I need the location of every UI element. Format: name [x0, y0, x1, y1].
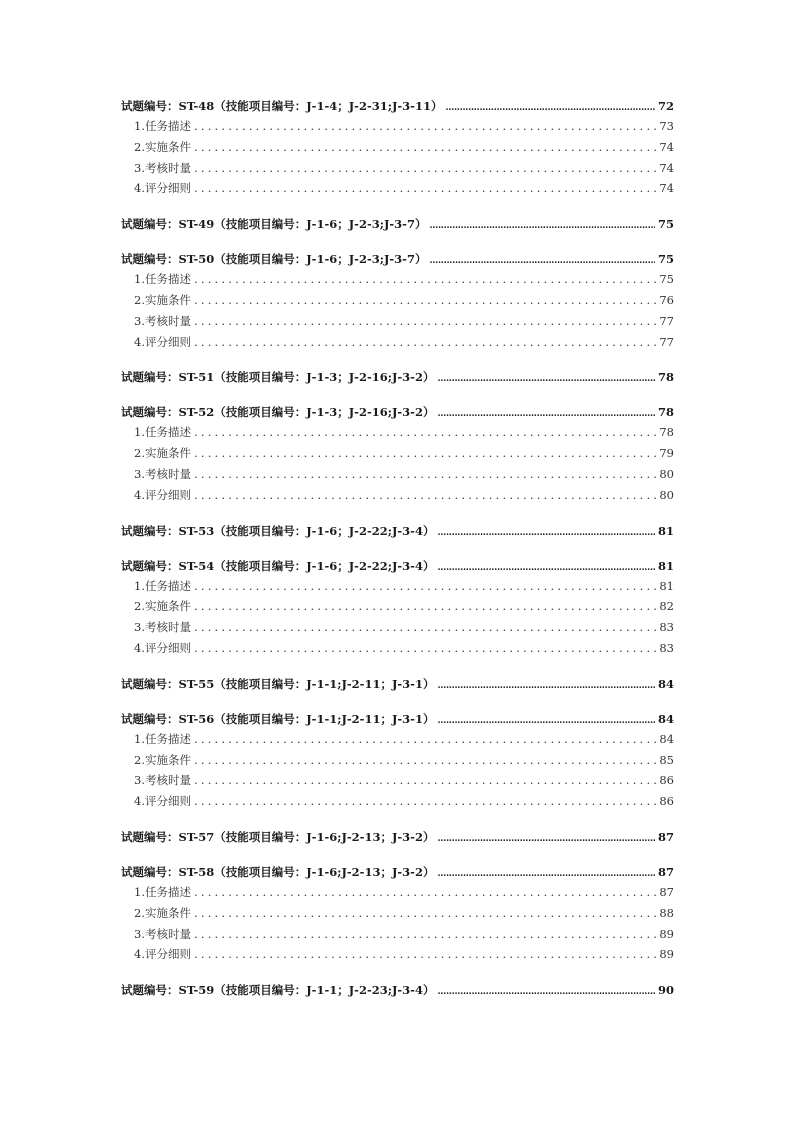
- toc-subsection-entry[interactable]: [121, 485, 674, 506]
- toc-entry-label: 3.考核时量: [134, 620, 191, 635]
- toc-entry-label: 4.评分细则: [134, 947, 191, 962]
- toc-section-entry[interactable]: [121, 96, 674, 116]
- page-number: 77: [659, 313, 674, 328]
- toc-section-entry[interactable]: [121, 367, 674, 387]
- toc-entry-label: 4.评分细则: [134, 487, 191, 502]
- dot-leader: [194, 729, 656, 750]
- page-number: 76: [659, 292, 674, 307]
- page-number: 74: [659, 139, 674, 154]
- page-number: 78: [657, 405, 674, 420]
- dot-leader: [437, 711, 655, 731]
- page-number: 72: [657, 99, 674, 113]
- toc-entry-label: 试题编号：ST-50（技能项目编号：J-1-6；J-2-3;J-3-7）: [121, 252, 427, 267]
- dot-leader: [437, 982, 655, 1002]
- page-number: 80: [659, 466, 674, 481]
- page-number: 88: [659, 905, 674, 920]
- dot-leader: [194, 443, 656, 464]
- page-number: 89: [659, 926, 674, 941]
- toc-entry-label: 3.考核时量: [134, 313, 191, 328]
- toc-entry-label: 2.实施条件: [134, 446, 191, 461]
- toc-entry-label: 1.任务描述: [134, 425, 191, 440]
- dot-leader: [437, 558, 655, 578]
- dot-leader: [194, 596, 656, 617]
- toc-section-entry[interactable]: [121, 556, 674, 576]
- page-number: 90: [657, 983, 674, 998]
- dot-leader: [194, 791, 656, 812]
- toc-subsection-entry[interactable]: [121, 944, 674, 965]
- toc-entry-label: 2.实施条件: [134, 905, 191, 920]
- dot-leader: [194, 903, 656, 924]
- toc-entry-label: 试题编号：ST-54（技能项目编号：J-1-6；J-2-22;J-3-4）: [121, 558, 435, 573]
- page-number: 78: [659, 425, 674, 440]
- page-number: 85: [659, 752, 674, 767]
- toc-entry-label: 3.考核时量: [134, 160, 191, 175]
- toc-entry-label: 试题编号：ST-48（技能项目编号：J-1-4；J-2-31;J-3-11）: [121, 99, 443, 113]
- toc-entry-label: 3.考核时量: [134, 926, 191, 941]
- page-number: 84: [657, 676, 674, 691]
- toc-section-entry[interactable]: [121, 827, 674, 847]
- toc-entry-label: 1.任务描述: [134, 119, 191, 133]
- toc-subsection-entry[interactable]: [121, 903, 674, 924]
- toc-entry-label: 4.评分细则: [134, 334, 191, 349]
- dot-leader: [194, 311, 656, 332]
- toc-subsection-entry[interactable]: [121, 269, 674, 290]
- toc-section-entry[interactable]: [121, 862, 674, 882]
- toc-entry-label: 试题编号：ST-58（技能项目编号：J-1-6;J-2-13；J-3-2）: [121, 864, 435, 879]
- toc-entry-label: 4.评分细则: [134, 794, 191, 809]
- dot-leader: [437, 369, 655, 389]
- toc-subsection-entry[interactable]: [121, 290, 674, 311]
- dot-leader: [437, 829, 655, 849]
- dot-leader: [194, 464, 656, 485]
- toc-subsection-entry[interactable]: [121, 137, 674, 158]
- page-number: 74: [659, 181, 674, 196]
- toc-section-entry[interactable]: [121, 521, 674, 541]
- toc-entry-label: 4.评分细则: [134, 181, 191, 196]
- page-number: 80: [659, 487, 674, 502]
- toc-subsection-entry[interactable]: [121, 158, 674, 179]
- page-number: 84: [657, 711, 674, 726]
- toc-entry-label: 2.实施条件: [134, 139, 191, 154]
- toc-subsection-entry[interactable]: [121, 924, 674, 945]
- dot-leader: [194, 944, 656, 965]
- page-number: 81: [659, 578, 674, 593]
- toc-section-entry[interactable]: [121, 980, 674, 1000]
- toc-subsection-entry[interactable]: [121, 791, 674, 812]
- dot-leader: [194, 770, 656, 791]
- toc-entry-label: 2.实施条件: [134, 752, 191, 767]
- toc-entry-label: 试题编号：ST-49（技能项目编号：J-1-6；J-2-3;J-3-7）: [121, 217, 427, 232]
- toc-entry-label: 试题编号：ST-51（技能项目编号：J-1-3；J-2-16;J-3-2）: [121, 370, 435, 385]
- toc-subsection-entry[interactable]: [121, 178, 674, 199]
- dot-leader: [194, 290, 656, 311]
- toc-subsection-entry[interactable]: [121, 576, 674, 597]
- dot-leader: [194, 485, 656, 506]
- toc-subsection-entry[interactable]: [121, 422, 674, 443]
- dot-leader: [445, 98, 655, 118]
- page-number: 77: [659, 334, 674, 349]
- toc-entry-label: 试题编号：ST-57（技能项目编号：J-1-6;J-2-13；J-3-2）: [121, 829, 435, 844]
- toc-entry-label: 4.评分细则: [134, 640, 191, 655]
- toc-subsection-entry[interactable]: [121, 596, 674, 617]
- dot-leader: [437, 676, 655, 696]
- toc-subsection-entry[interactable]: [121, 617, 674, 638]
- page-number: 81: [657, 558, 674, 573]
- toc-subsection-entry[interactable]: [121, 729, 674, 750]
- toc-entry-label: 1.任务描述: [134, 578, 191, 593]
- toc-subsection-entry[interactable]: [121, 332, 674, 353]
- page-number: 75: [657, 217, 674, 232]
- toc-entry-label: 试题编号：ST-59（技能项目编号：J-1-1；J-2-23;J-3-4）: [121, 983, 435, 998]
- toc-subsection-entry[interactable]: [121, 882, 674, 903]
- page-number: 87: [657, 864, 674, 879]
- toc-section-entry[interactable]: [121, 709, 674, 729]
- toc-subsection-entry[interactable]: [121, 770, 674, 791]
- dot-leader: [437, 523, 655, 543]
- page-number: 75: [657, 252, 674, 267]
- dot-leader: [194, 332, 656, 353]
- page-number: 74: [659, 160, 674, 175]
- toc-entry-label: 试题编号：ST-56（技能项目编号：J-1-1;J-2-11；J-3-1）: [121, 711, 435, 726]
- toc-entry-label: 2.实施条件: [134, 292, 191, 307]
- toc-entry-label: 2.实施条件: [134, 599, 191, 614]
- page-number: 86: [659, 773, 674, 788]
- page-number: 81: [657, 523, 674, 538]
- page-number: 89: [659, 947, 674, 962]
- page-number: 87: [657, 829, 674, 844]
- dot-leader: [194, 137, 656, 158]
- page-number: 78: [657, 370, 674, 385]
- dot-leader: [194, 158, 656, 179]
- toc-subsection-entry[interactable]: [121, 750, 674, 771]
- toc-entry-label: 试题编号：ST-52（技能项目编号：J-1-3；J-2-16;J-3-2）: [121, 405, 435, 420]
- dot-leader: [194, 116, 656, 137]
- dot-leader: [194, 750, 656, 771]
- toc-subsection-entry[interactable]: [121, 311, 674, 332]
- toc-entry-label: 试题编号：ST-53（技能项目编号：J-1-6；J-2-22;J-3-4）: [121, 523, 435, 538]
- toc-section-entry[interactable]: [121, 402, 674, 422]
- dot-leader: [194, 422, 656, 443]
- dot-leader: [437, 864, 655, 884]
- page-number: 82: [659, 599, 674, 614]
- dot-leader: [194, 269, 656, 290]
- page-number: 79: [659, 446, 674, 461]
- dot-leader: [194, 576, 656, 597]
- page-number: 83: [659, 640, 674, 655]
- toc-subsection-entry[interactable]: [121, 464, 674, 485]
- dot-leader: [194, 617, 656, 638]
- page-number: 83: [659, 620, 674, 635]
- toc-subsection-entry[interactable]: [121, 116, 674, 137]
- toc-entry-label: 试题编号：ST-55（技能项目编号：J-1-1;J-2-11；J-3-1）: [121, 676, 435, 691]
- toc-subsection-entry[interactable]: [121, 443, 674, 464]
- toc-section-entry[interactable]: [121, 214, 674, 234]
- toc-section-entry[interactable]: [121, 674, 674, 694]
- toc-entry-label: 3.考核时量: [134, 773, 191, 788]
- toc-section-entry[interactable]: [121, 249, 674, 269]
- dot-leader: [429, 251, 655, 271]
- dot-leader: [429, 216, 655, 236]
- dot-leader: [437, 404, 655, 424]
- toc-entry-label: 1.任务描述: [134, 731, 191, 746]
- page-number: 75: [659, 272, 674, 287]
- toc-subsection-entry[interactable]: [121, 638, 674, 659]
- dot-leader: [194, 882, 656, 903]
- dot-leader: [194, 178, 656, 199]
- page-number: 84: [659, 731, 674, 746]
- page-number: 87: [659, 884, 674, 899]
- dot-leader: [194, 924, 656, 945]
- toc-entry-label: 1.任务描述: [134, 272, 191, 287]
- page-number: 86: [659, 794, 674, 809]
- table-of-contents: [121, 96, 674, 1000]
- toc-entry-label: 1.任务描述: [134, 884, 191, 899]
- dot-leader: [194, 638, 656, 659]
- toc-entry-label: 3.考核时量: [134, 466, 191, 481]
- page-number: 73: [659, 119, 674, 133]
